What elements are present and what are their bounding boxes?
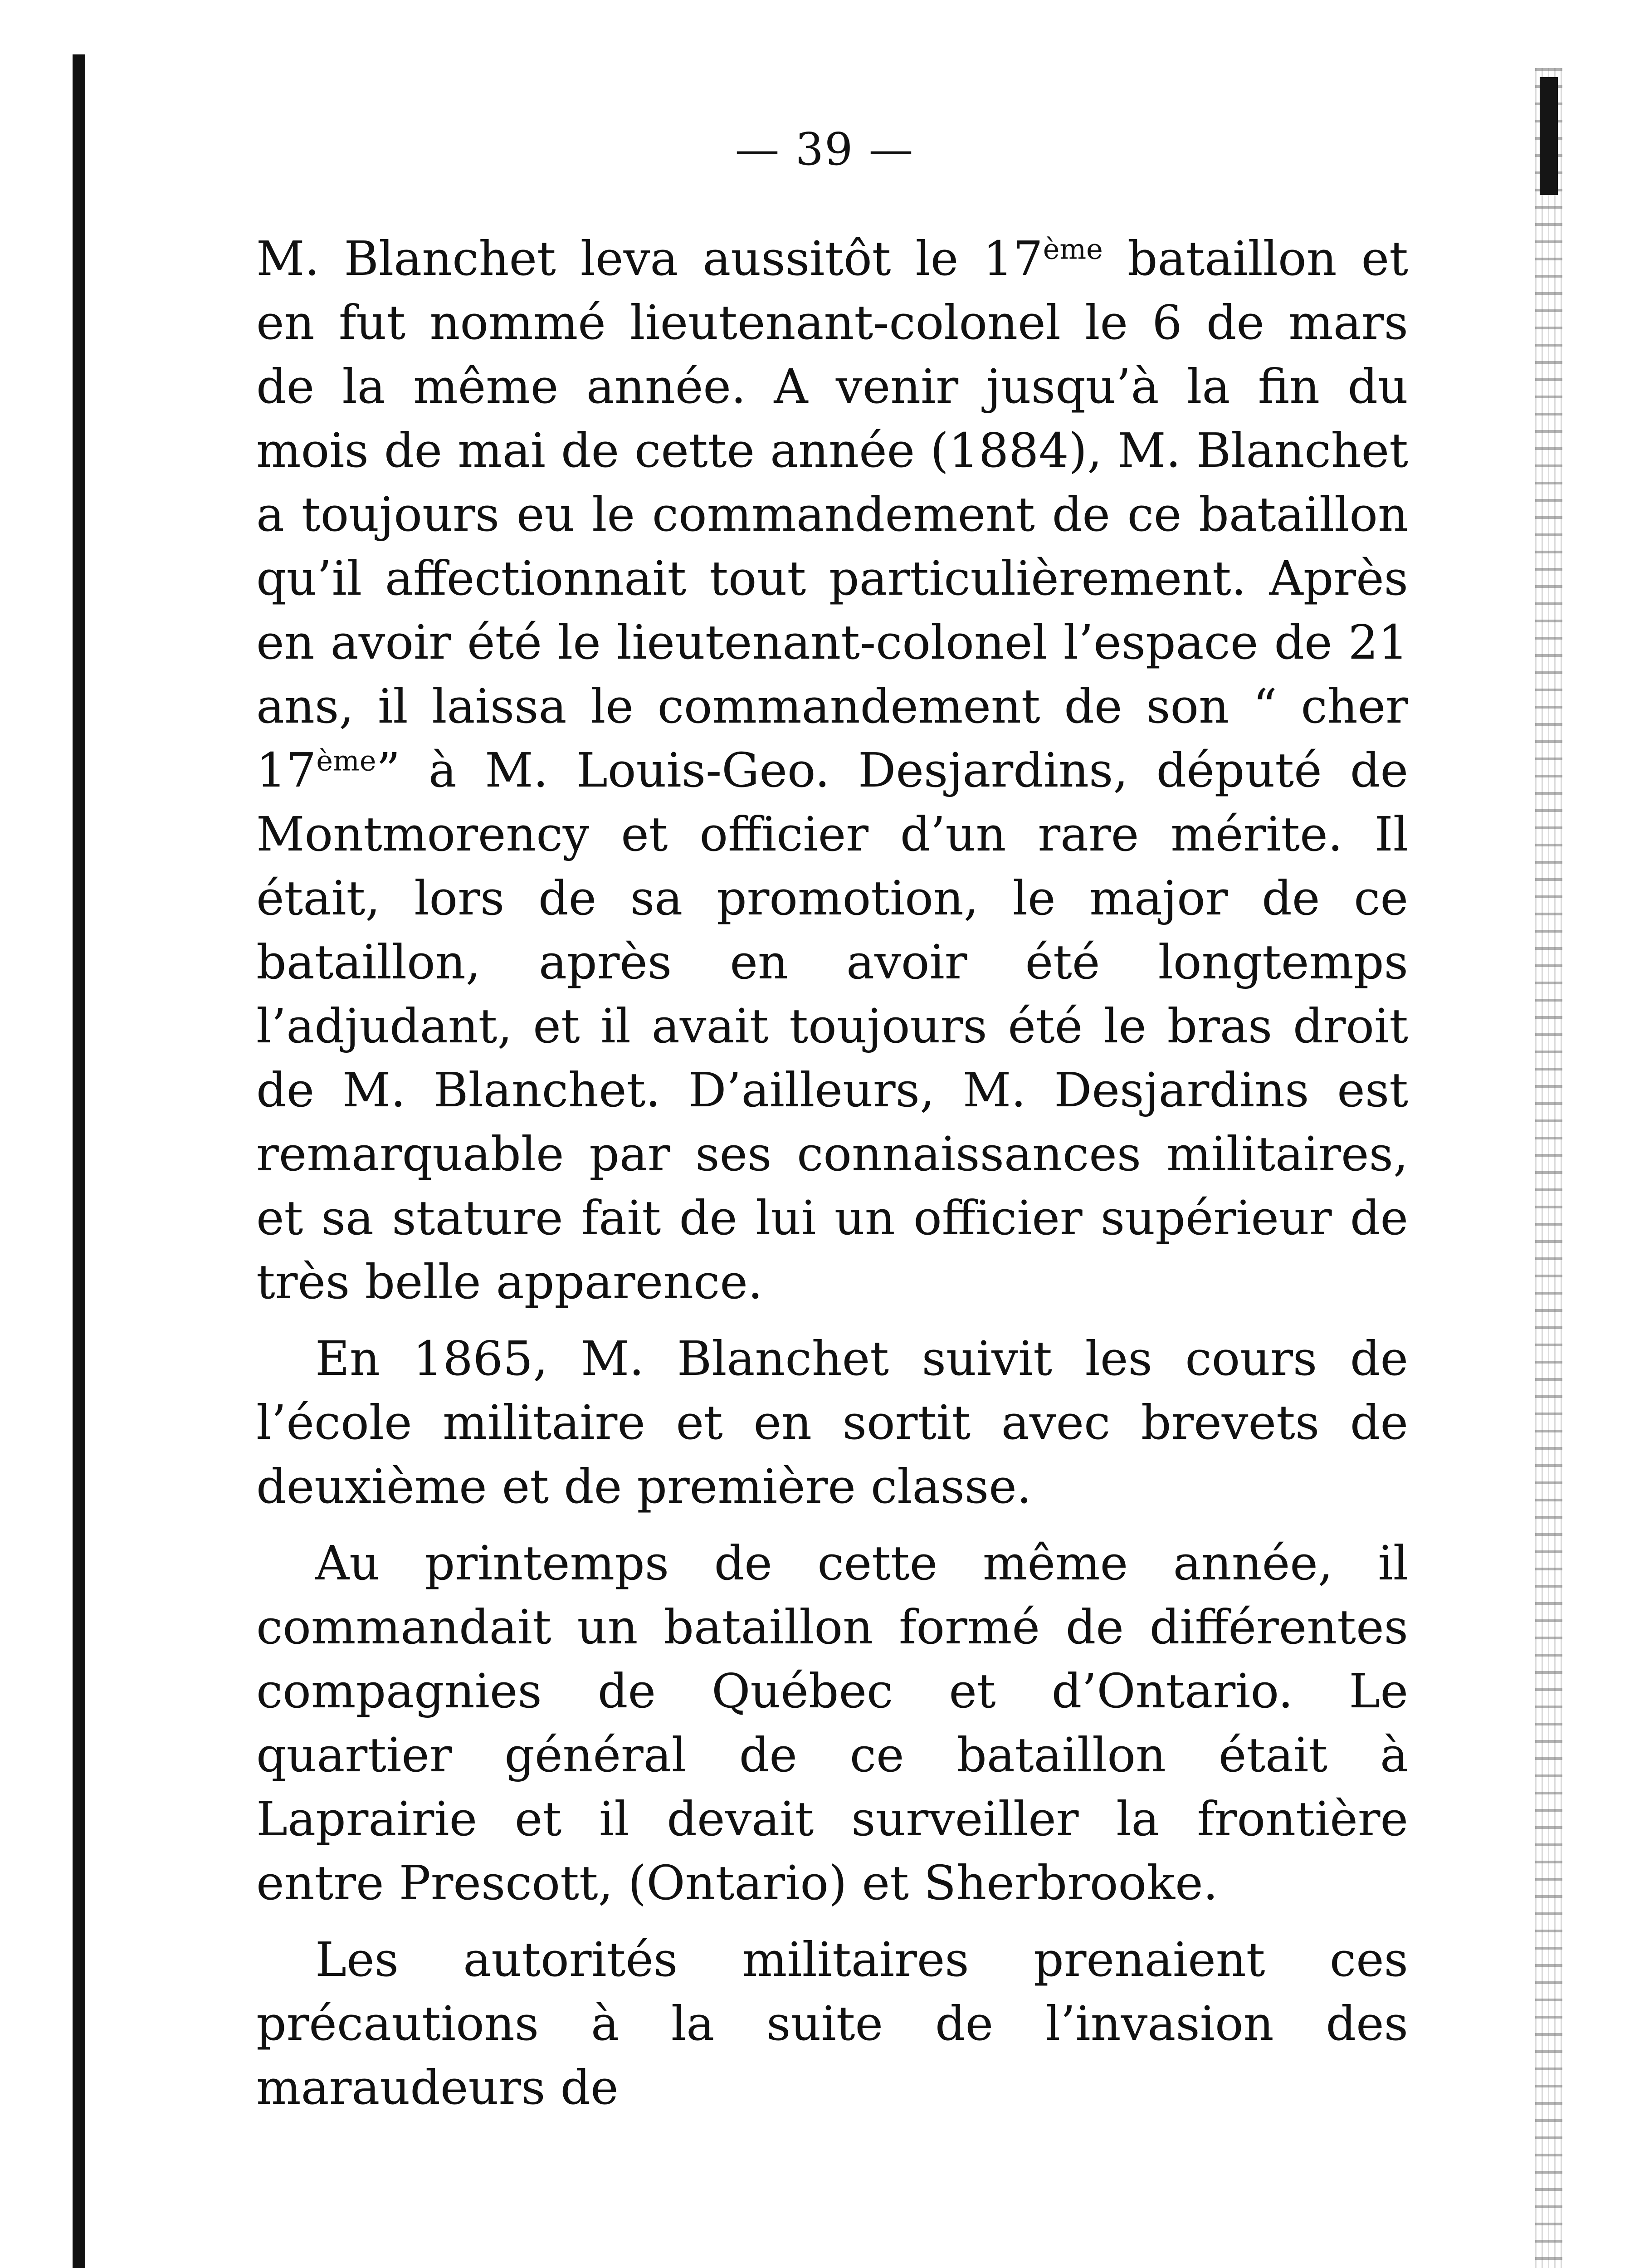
paragraph-2: En 1865, M. Blanchet suivit les cours de l’école militaire et en sortit avec brevets de deuxième et de première classe.: [256, 1331, 1408, 1514]
scan-edge-bar: [73, 54, 85, 2268]
body-text: [256, 227, 1408, 2132]
superscript-ordinal: ème: [1043, 232, 1103, 266]
superscript-ordinal: ème: [316, 744, 376, 777]
paragraph-3: Au printemps de cette même année, il commandait un bataillon formé de différentes compagnies de Québec et d’Ontario. Le quartier général de ce bataillon était à Laprairie et il devait surveiller la frontière entre Prescott, (Ontario) et Sherbrooke.: [256, 1535, 1408, 1911]
page-number: — 39 —: [735, 124, 914, 176]
paragraph-4: Les autorités militaires prenaient ces précautions à la suite de l’invasion des maraudeurs de: [256, 1932, 1408, 2115]
paragraph-1: M. Blanchet leva aussitôt le 17ème bataillon et en fut nommé lieutenant-colonel le 6 de mars de la même année. A venir jusqu’à la fin du mois de mai de cette année (1884), M. Blanchet a toujours eu le commandement de ce bataillon qu’il affectionnait tout particulièrement. Après en avoir été le lieutenant-colonel l’espace de 21 ans, il laissa le commandement de son “ cher 17ème” à M. Louis-Geo. Desjardins, député de Montmorency et officier d’un rare mérite. Il était, lors de sa promotion, le major de ce bataillon, après en avoir été longtemps l’adjudant, et il avait toujours été le bras droit de M. Blanchet. D’ailleurs, M. Desjardins est remarquable par ses connaissances militaires, et sa stature fait de lui un officier supérieur de très belle apparence.: [256, 231, 1408, 1310]
scan-margin-noise: [1535, 68, 1562, 2268]
